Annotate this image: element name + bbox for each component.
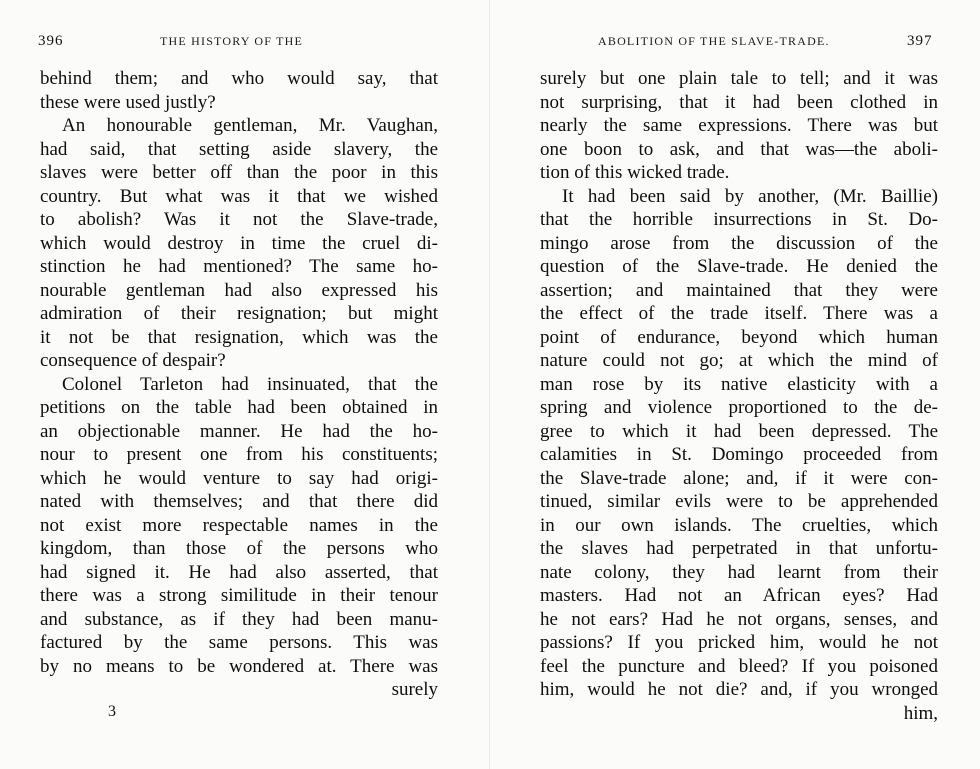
text-line: nated with themselves; and that there did	[40, 491, 438, 512]
text-line: petitions on the table had been obtained in	[40, 397, 438, 418]
text-line: feel the puncture and bleed? If you poisoned	[540, 655, 938, 677]
text-line: behind them; and who would say, that	[40, 68, 438, 89]
text-line: masters. Had not an African eyes? Had	[540, 585, 938, 606]
text-line: An honourable gentleman, Mr. Vaughan,	[62, 115, 438, 136]
text-line: kingdom, than those of the persons who	[40, 538, 438, 559]
text-line: nourable gentleman had also expressed his	[40, 279, 438, 301]
text-line: Colonel Tarleton had insinuated, that the	[62, 373, 438, 395]
text-line: there was a strong similitude in their tenour	[40, 585, 438, 606]
text-line: which he would venture to say had origi-	[40, 467, 438, 489]
text-line: the effect of the trade itself. There was a	[540, 303, 938, 324]
text-line: passions? If you pricked him, would he not	[540, 632, 938, 653]
text-line: the slaves had perpetrated in that unfortu-	[540, 538, 938, 559]
text-line: factured by the same persons. This was	[40, 632, 438, 653]
text-line: tion of this wicked trade.	[540, 162, 730, 183]
text-line: that the horrible insurrections in St. Do-	[540, 209, 938, 230]
text-line: and substance, as if they had been manu-	[40, 608, 438, 630]
text-line: It had been said by another, (Mr. Baillie)	[562, 185, 938, 207]
text-line: surely but one plain tale to tell; and it was	[540, 68, 938, 89]
text-line: nour to present one from his constituents;	[40, 444, 438, 465]
text-line: calamities in St. Domingo proceeded from	[540, 444, 938, 465]
text-line: admiration of their resignation; but might	[40, 303, 438, 324]
text-line: stinction he had mentioned? The same ho-	[40, 256, 438, 277]
text-line: point of endurance, beyond which human	[540, 326, 938, 348]
text-line: mingo arose from the discussion of the	[540, 232, 938, 254]
text-line: not exist more respectable names in the	[40, 514, 438, 536]
right-page-number: 397	[907, 33, 933, 49]
text-line: by no means to be wondered at. There was	[40, 655, 438, 677]
signature-mark: 3	[108, 703, 116, 720]
text-line: country. But what was it that we wished	[40, 185, 438, 207]
text-line: to abolish? Was it not the Slave-trade,	[40, 209, 438, 230]
right-running-header: ABOLITION OF THE SLAVE-TRADE.	[598, 34, 830, 48]
left-page-body	[40, 67, 438, 702]
text-line: nearly the same expressions. There was but	[540, 115, 938, 136]
text-line: it not be that resignation, which was the	[40, 326, 438, 348]
text-line: slaves were better off than the poor in this	[40, 162, 438, 183]
text-line: the Slave-trade alone; and, if it were con-	[540, 467, 938, 489]
text-line: assertion; and maintained that they were	[540, 279, 938, 301]
text-line: nate colony, they had learnt from their	[540, 561, 938, 583]
text-line: gree to which it had been depressed. The	[540, 420, 938, 442]
text-line: these were used justly?	[40, 91, 216, 113]
text-line: which would destroy in time the cruel di-	[40, 232, 438, 254]
text-line: had said, that setting aside slavery, the	[40, 138, 438, 160]
left-page-number: 396	[38, 33, 64, 49]
text-line: nature could not go; at which the mind of	[540, 350, 938, 371]
text-line: one boon to ask, and that was—the aboli-	[540, 138, 938, 160]
text-line: spring and violence proportioned to the de-	[540, 397, 938, 418]
text-line: question of the Slave-trade. He denied the	[540, 256, 938, 277]
catchword: surely	[391, 679, 438, 700]
text-line: him, would he not die? and, if you wronged	[540, 679, 938, 700]
text-line: he not ears? Had he not organs, senses, and	[540, 608, 938, 630]
text-line: not surprising, that it had been clothed in	[540, 91, 938, 113]
text-line: consequence of despair?	[40, 350, 226, 371]
text-line: an objectionable manner. He had the ho-	[40, 420, 438, 442]
right-page-body	[540, 67, 938, 725]
right-page	[490, 0, 980, 769]
text-line: had signed it. He had also asserted, that	[40, 561, 438, 583]
left-running-header: THE HISTORY OF THE	[160, 34, 304, 48]
text-line: man rose by its native elasticity with a	[540, 373, 938, 395]
text-line: in our own islands. The cruelties, which	[540, 514, 938, 536]
text-line: tinued, similar evils were to be apprehended	[540, 491, 938, 512]
catchword: him,	[903, 702, 938, 724]
